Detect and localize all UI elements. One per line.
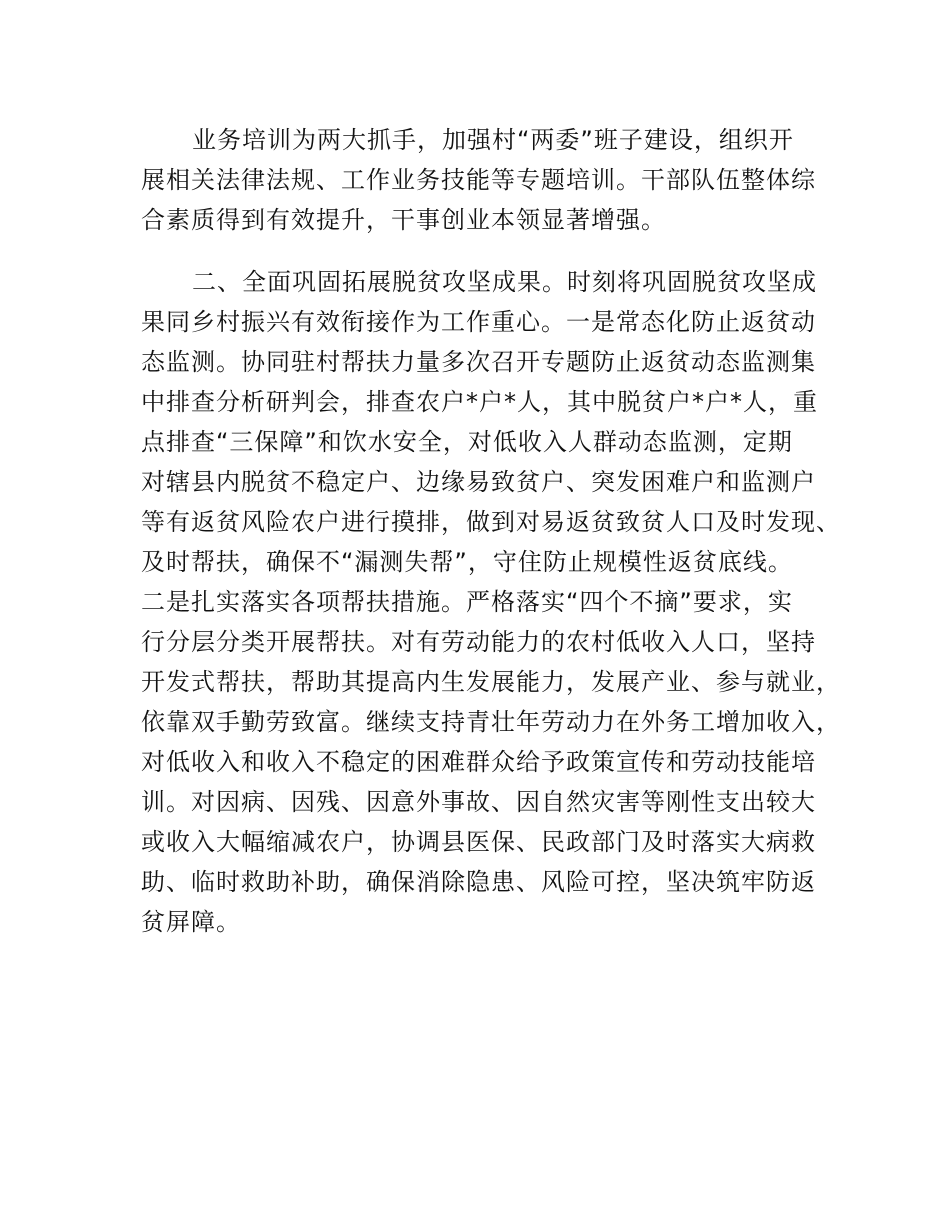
paragraph-line: 二、全面巩固拓展脱贫攻坚成果。时刻将巩固脱贫攻坚成 <box>192 268 817 296</box>
paragraph-line: 对辖县内脱贫不稳定户、边缘易致贫户、突发困难户和监测户 <box>141 468 816 496</box>
paragraph-line: 等有返贫风险农户进行摸排，做到对易返贫致贫人口及时发现、 <box>141 508 841 536</box>
paragraph-line: 及时帮扶，确保不“漏测失帮”，守住防止规模性返贫底线。 <box>141 548 793 576</box>
paragraph-line: 合素质得到有效提升，干事创业本领显著增强。 <box>141 206 666 234</box>
paragraph-line: 贫屏障。 <box>141 908 241 936</box>
paragraph-line: 依靠双手勤劳致富。继续支持青壮年劳动力在外务工增加收入， <box>141 708 841 736</box>
paragraph-line: 展相关法律法规、工作业务技能等专题培训。干部队伍整体综 <box>141 166 816 194</box>
paragraph-line: 助、临时救助补助，确保消除隐患、风险可控，坚决筑牢防返 <box>141 868 816 896</box>
paragraph-line: 业务培训为两大抓手，加强村“两委”班子建设，组织开 <box>192 126 794 154</box>
paragraph-line: 二是扎实落实各项帮扶措施。严格落实“四个不摘”要求，实 <box>141 588 793 616</box>
paragraph-line: 态监测。协同驻村帮扶力量多次召开专题防止返贫动态监测集 <box>141 348 816 376</box>
paragraph-line: 行分层分类开展帮扶。对有劳动能力的农村低收入人口，坚持 <box>141 628 816 656</box>
paragraph-line: 中排查分析研判会，排查农户*户*人，其中脱贫户*户*人，重 <box>141 388 818 416</box>
paragraph-1 <box>141 120 841 240</box>
paragraph-line: 对低收入和收入不稳定的困难群众给予政策宣传和劳动技能培 <box>141 748 816 776</box>
paragraph-line: 训。对因病、因残、因意外事故、因自然灾害等刚性支出较大 <box>141 788 816 816</box>
paragraph-line: 果同乡村振兴有效衔接作为工作重心。一是常态化防止返贫动 <box>141 308 816 336</box>
paragraph-line: 或收入大幅缩减农户，协调县医保、民政部门及时落实大病救 <box>141 828 816 856</box>
paragraph-line: 点排查“三保障”和饮水安全，对低收入人群动态监测，定期 <box>141 428 793 456</box>
paragraph-2 <box>141 262 841 942</box>
paragraph-line: 开发式帮扶，帮助其提高内生发展能力，发展产业、参与就业， <box>141 668 841 696</box>
